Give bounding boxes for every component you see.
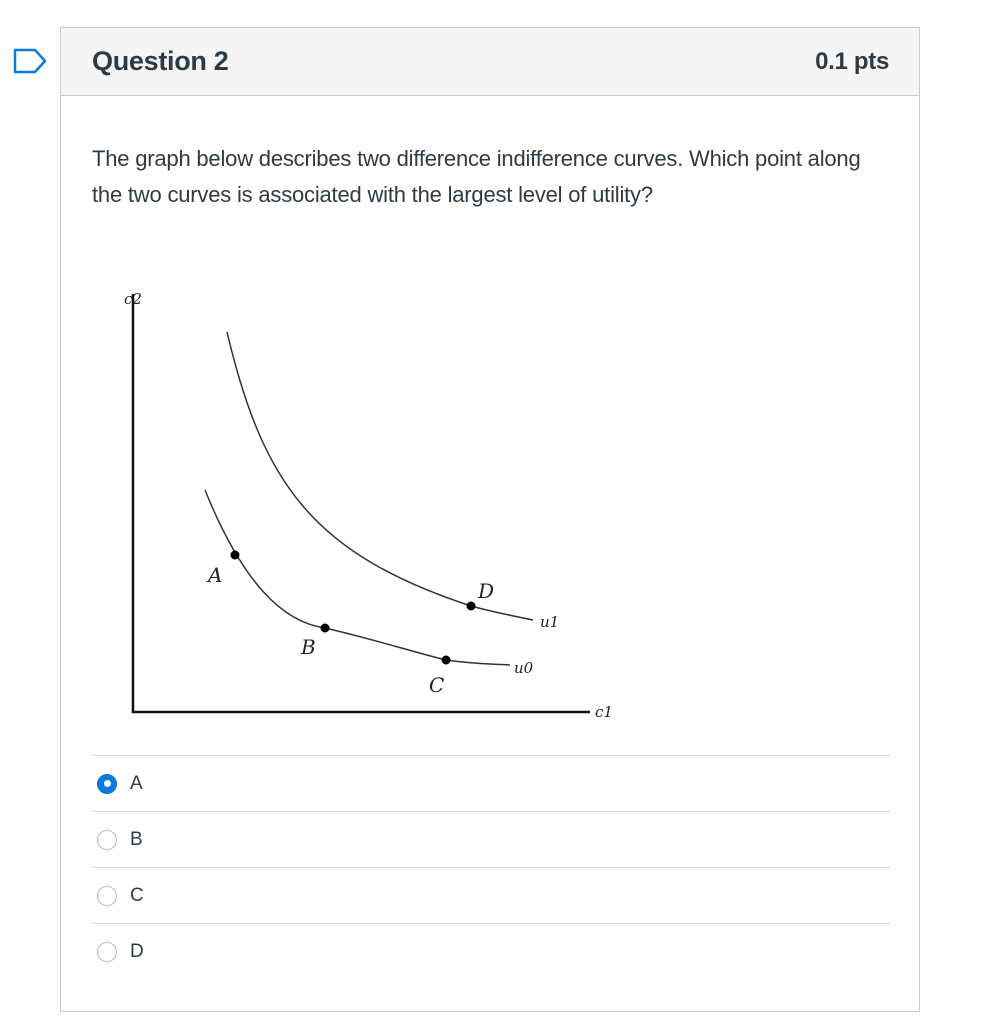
point-a-marker <box>231 551 240 560</box>
point-d-label: D <box>478 579 495 603</box>
curve-label-u1: u1 <box>540 613 560 631</box>
radio-button-selected[interactable] <box>97 774 117 794</box>
y-axis-label: c2 <box>124 290 142 308</box>
flag-question-icon[interactable] <box>13 48 47 74</box>
answer-option-a[interactable] <box>91 755 891 811</box>
question-text: The graph below describes two difference indifference curves. Which point along the two curves is associated with the largest level of utility? <box>92 146 861 207</box>
curve-u0 <box>205 490 510 665</box>
point-b-label: B <box>301 635 316 659</box>
radio-button[interactable] <box>97 942 117 962</box>
question-card <box>60 27 920 1012</box>
radio-button[interactable] <box>97 886 117 906</box>
x-axis-label: c1 <box>595 703 613 721</box>
indifference-curves-graph <box>113 254 673 734</box>
point-b-marker <box>321 624 330 633</box>
question-points: 0.1 pts <box>815 47 889 75</box>
question-title: Question 2 <box>92 46 229 76</box>
answer-option-d[interactable] <box>91 923 891 979</box>
point-a-label: A <box>208 563 223 587</box>
answer-label: B <box>130 828 143 850</box>
point-c-label: C <box>429 673 445 697</box>
answer-label: A <box>130 772 143 794</box>
answer-label: D <box>130 940 144 962</box>
answer-list <box>91 755 891 979</box>
question-header <box>61 28 919 96</box>
curve-u1 <box>227 332 533 620</box>
radio-button[interactable] <box>97 830 117 850</box>
curve-label-u0: u0 <box>514 659 534 677</box>
answer-label: C <box>130 884 144 906</box>
point-c-marker <box>442 656 451 665</box>
answer-option-b[interactable] <box>91 811 891 867</box>
point-d-marker <box>467 602 476 611</box>
answer-option-c[interactable] <box>91 867 891 923</box>
radio-dot-icon <box>104 780 111 787</box>
